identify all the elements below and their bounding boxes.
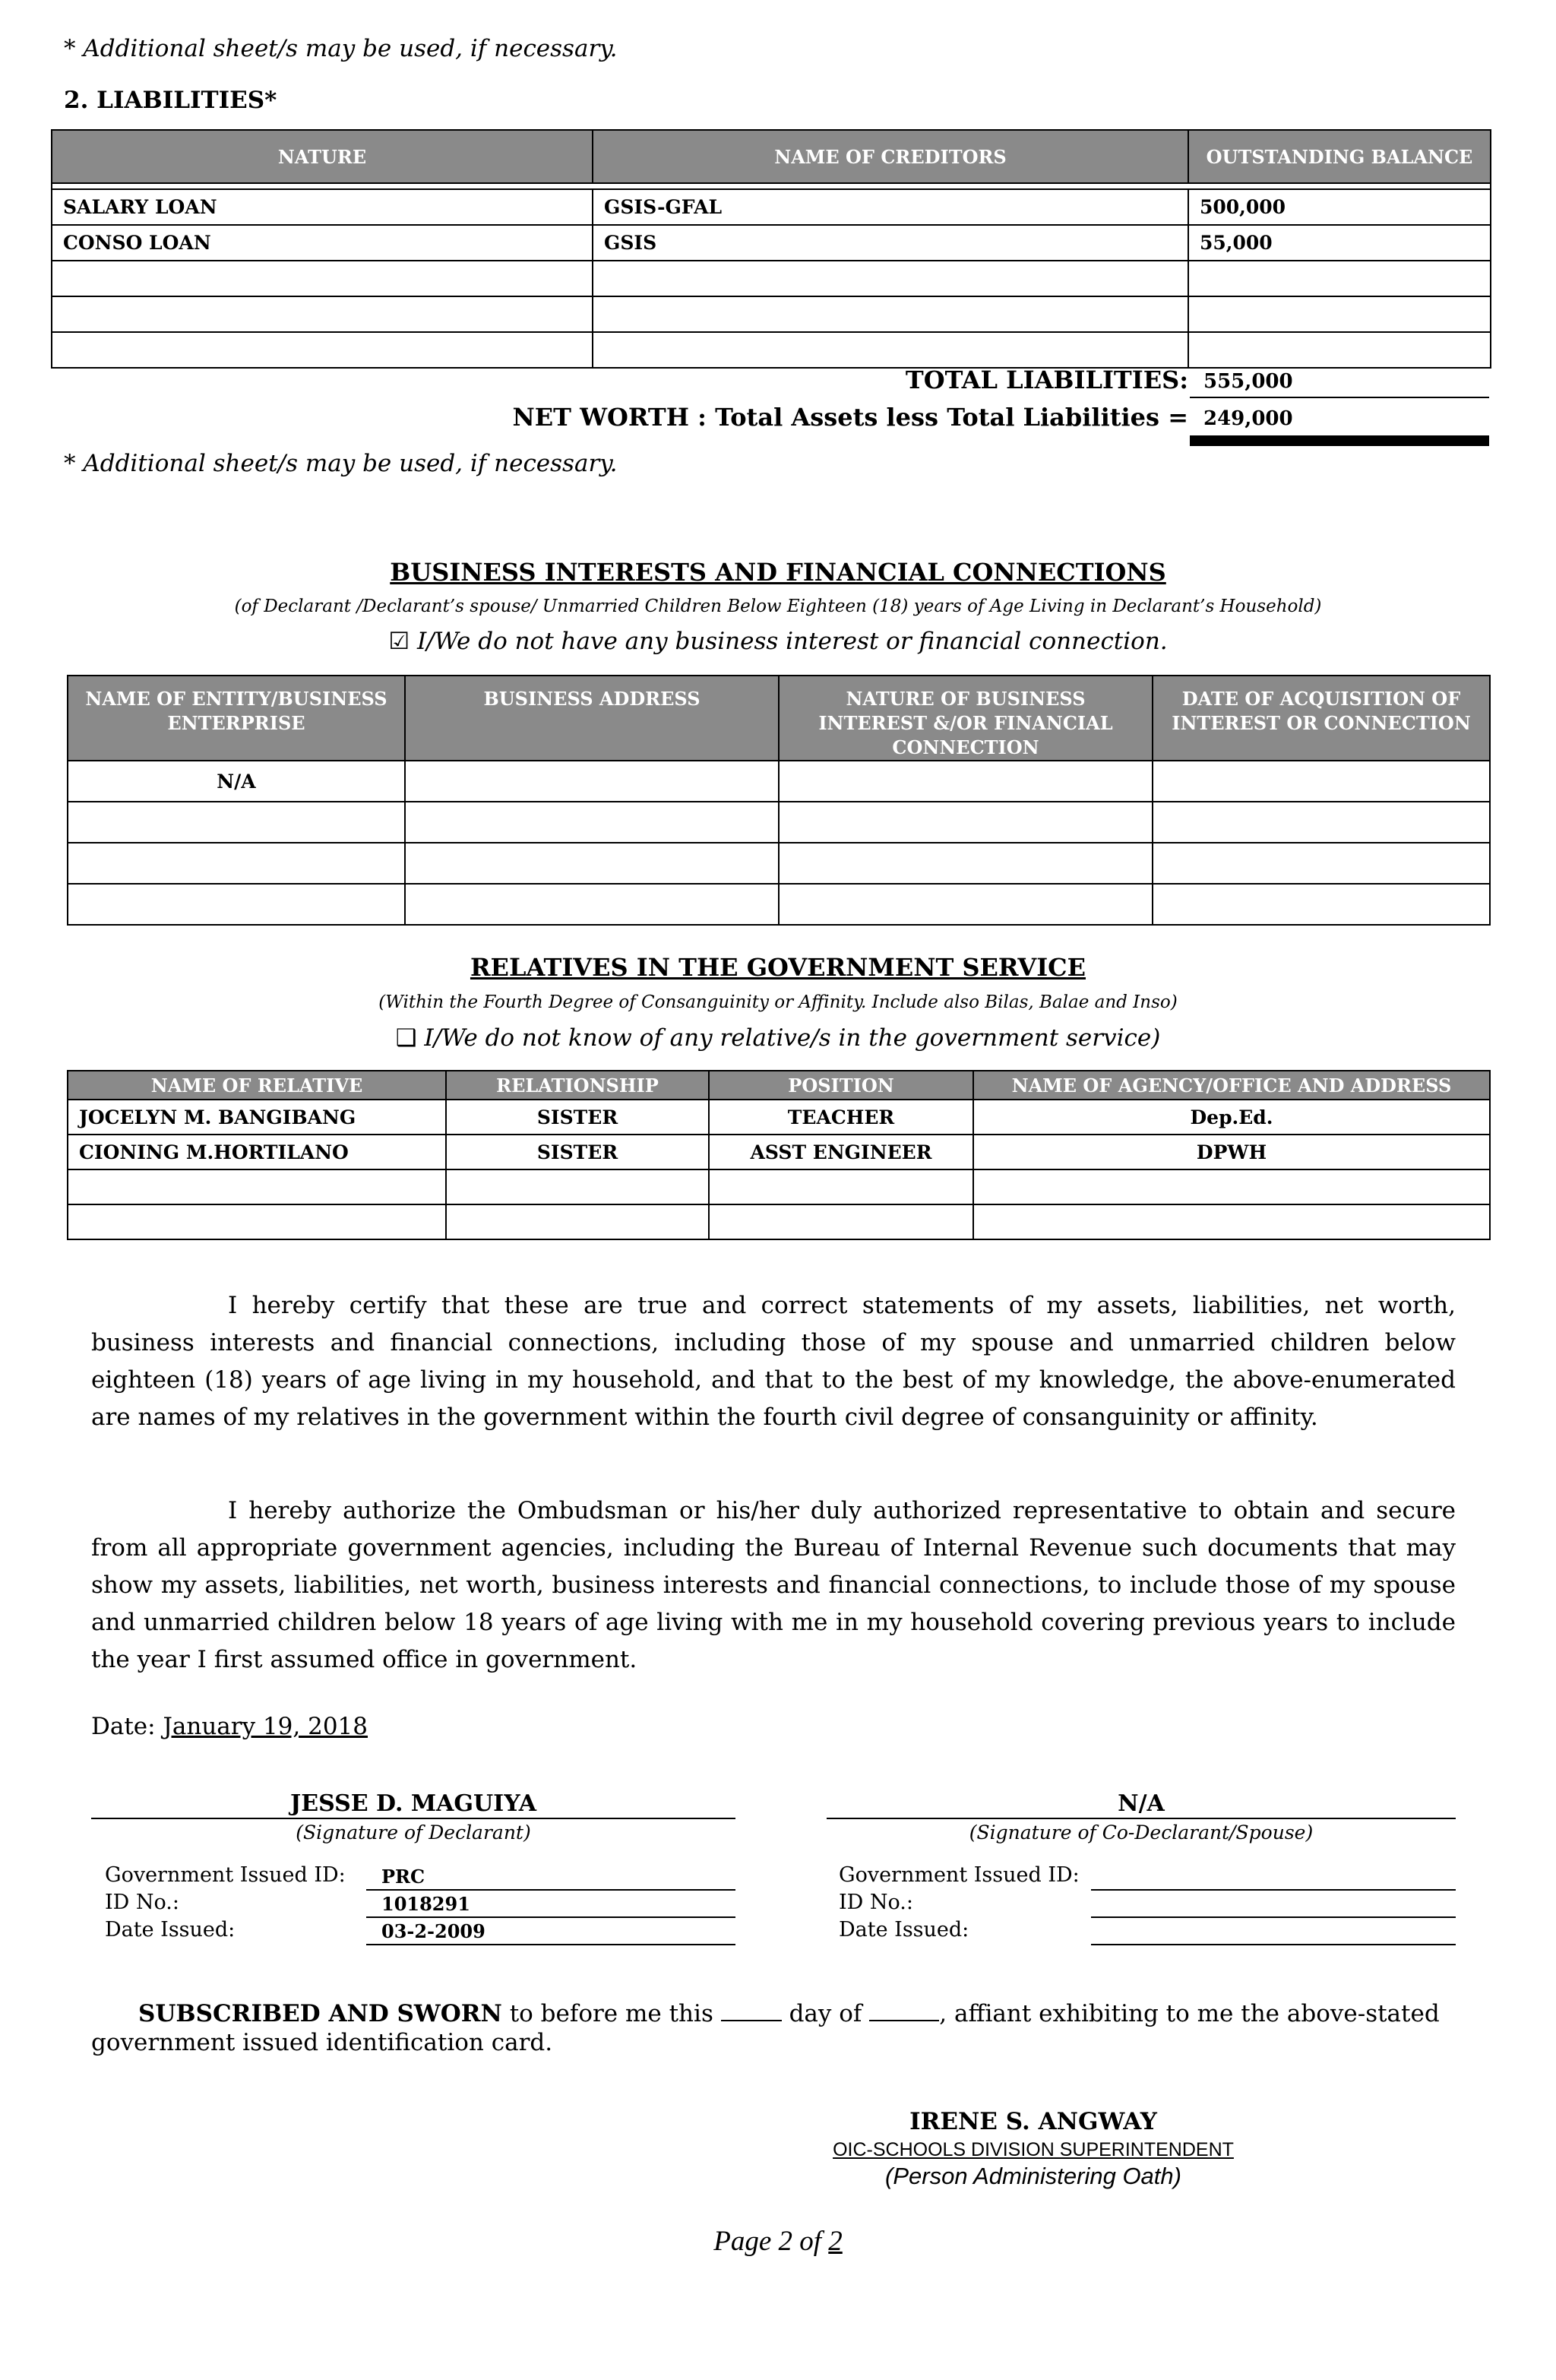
relative-position: ASST ENGINEER [709,1135,973,1169]
liabilities-col-creditors: NAME OF CREDITORS [593,130,1188,183]
table-row [68,843,1490,884]
declarant-id-label: Government Issued ID: [105,1863,346,1887]
relative-agency: Dep.Ed. [973,1100,1490,1135]
liability-balance: 55,000 [1188,225,1491,261]
page-number-total: 2 [828,2226,843,2257]
relative-name: JOCELYN M. BANGIBANG [68,1100,446,1135]
business-col-entity: NAME OF ENTITY/BUSINESS ENTERPRISE [68,676,405,761]
business-no-interest-statement [0,628,1556,655]
liability-nature: SALARY LOAN [52,189,593,225]
page-number-prefix: Page 2 of [713,2226,829,2257]
table-row [52,332,1491,368]
net-worth-value: 249,000 [1203,407,1293,430]
declarant-idno-value: 1018291 [381,1893,470,1915]
declarant-name: JESSE D. MAGUIYA [290,1790,536,1817]
relatives-col-name: NAME OF RELATIVE [68,1071,446,1100]
co-declarant-date-issued-line [1091,1944,1456,1945]
declarant-caption: (Signature of Declarant) [296,1821,531,1844]
table-row [68,1169,1490,1204]
relative-name: CIONING M.HORTILANO [68,1135,446,1169]
declarant-signature-line [91,1818,735,1819]
co-declarant-id-label: Government Issued ID: [839,1863,1080,1887]
co-declarant-signature-line [827,1818,1456,1819]
declarant-date-issued-line [366,1944,735,1945]
table-row [68,761,1490,802]
table-row [68,884,1490,925]
table-row [68,802,1490,843]
unchecked-checkbox-icon[interactable]: ❑ [395,1024,417,1052]
business-interests-table [67,675,1491,926]
sworn-day-blank[interactable] [721,2020,782,2021]
declarant-idno-line [366,1916,735,1918]
relatives-title: RELATIVES IN THE GOVERNMENT SERVICE [470,953,1086,982]
authorization-paragraph: I hereby authorize the Ombudsman or his/her duly authorized representative to obtain and secure from all appropriate government agencies, including the Bureau of Internal Revenue such documents that may show my assets, liabilities, net worth, business interests and financial connections, to include those of my spouse and unmarried children below 18 years of age living with me in my household covering previous years to include the year I first assumed office in government. [91,1497,1456,1673]
net-worth-double-rule [1190,435,1489,446]
relatives-table [67,1070,1491,1240]
relatives-col-position: POSITION [709,1071,973,1100]
table-row [68,1204,1490,1239]
table-row [68,1135,1490,1169]
officer-caption: (Person Administering Oath) [885,2163,1181,2189]
relatives-none-statement [0,1024,1556,1052]
business-col-nature: NATURE OF BUSINESS INTEREST &/OR FINANCIAL CONNECTION [779,676,1153,761]
sworn-text-a: to before me this [509,2000,713,2027]
date-label: Date: [91,1713,156,1740]
additional-sheet-note-top: * Additional sheet/s may be used, if necessary. [64,35,618,62]
sworn-text-b: day of [789,2000,862,2027]
declarant-date-issued-label: Date Issued: [105,1918,236,1942]
relatives-col-relationship: RELATIONSHIP [446,1071,709,1100]
liabilities-col-balance: OUTSTANDING BALANCE [1188,130,1491,183]
sworn-month-blank[interactable] [869,2020,939,2021]
total-liabilities-underline [1190,397,1489,398]
relative-position: TEACHER [709,1100,973,1135]
sworn-statement-line2: government issued identification card. [91,2029,553,2056]
certification-paragraph: I hereby certify that these are true and correct statements of my assets, liabilities, net worth, business interests and financial connections, including those of my spouse and unmarried children below eighteen (18) years of age living in my household, and that to the best of my knowledge, the above-enumerated are names of my relatives in the government within the fourth civil degree of consanguinity or affinity. [91,1292,1456,1431]
sworn-bold-text: SUBSCRIBED AND SWORN [138,2000,502,2027]
table-row [52,189,1491,225]
relative-relationship: SISTER [446,1135,709,1169]
additional-sheet-note-bottom: * Additional sheet/s may be used, if necessary. [64,450,618,477]
business-interests-title: BUSINESS INTERESTS AND FINANCIAL CONNECTIONS [390,558,1166,587]
declarant-id-line [366,1889,735,1891]
sworn-text-c: , affiant exhibiting to me the above-stated [939,2000,1440,2027]
liability-nature: CONSO LOAN [52,225,593,261]
table-row [52,296,1491,332]
date-line [91,1713,368,1740]
relatives-subtitle: (Within the Fourth Degree of Consanguinity or Affinity. Include also Bilas, Balae and Inso) [378,992,1178,1012]
officer-name: IRENE S. ANGWAY [909,2108,1157,2135]
declarant-date-issued-value: 03-2-2009 [381,1920,485,1942]
business-col-date: DATE OF ACQUISITION OF INTEREST OR CONNECTION [1153,676,1490,761]
declarant-idno-label: ID No.: [105,1891,179,1914]
co-declarant-id-line [1091,1889,1456,1891]
liability-balance: 500,000 [1188,189,1491,225]
declarant-id-value: PRC [381,1866,425,1888]
co-declarant-idno-line [1091,1916,1456,1918]
co-declarant-name: N/A [1118,1790,1165,1817]
liability-creditor: GSIS-GFAL [593,189,1188,225]
co-declarant-idno-label: ID No.: [839,1891,913,1914]
co-declarant-date-issued-label: Date Issued: [839,1918,969,1942]
sworn-statement-line1 [138,2000,1440,2027]
liability-creditor: GSIS [593,225,1188,261]
net-worth-label: NET WORTH : Total Assets less Total Liabilities = [512,403,1188,432]
business-col-address: BUSINESS ADDRESS [405,676,779,761]
total-liabilities-value: 555,000 [1203,370,1293,393]
liabilities-col-nature: NATURE [52,130,593,183]
liabilities-heading: 2. LIABILITIES* [64,87,277,114]
table-row [52,261,1491,296]
relative-relationship: SISTER [446,1100,709,1135]
relatives-col-agency: NAME OF AGENCY/OFFICE AND ADDRESS [973,1071,1490,1100]
relative-agency: DPWH [973,1135,1490,1169]
page-number [0,2225,1556,2258]
checked-checkbox-icon[interactable]: ☑ [388,628,410,655]
table-row [52,225,1491,261]
total-liabilities-label: TOTAL LIABILITIES: [905,366,1188,394]
business-interests-subtitle: (of Declarant /Declarant’s spouse/ Unmarried Children Below Eighteen (18) years of Age Living in Declarant’s Household) [234,597,1322,616]
officer-title: OIC-SCHOOLS DIVISION SUPERINTENDENT [833,2139,1234,2160]
business-no-interest-text: I/We do not have any business interest or financial connection. [417,628,1168,655]
date-value: January 19, 2018 [163,1713,368,1740]
table-row [68,1100,1490,1135]
relatives-none-text: I/We do not know of any relative/s in the government service) [424,1024,1161,1052]
co-declarant-caption: (Signature of Co-Declarant/Spouse) [969,1821,1314,1844]
liabilities-table [51,129,1491,369]
business-entity-value: N/A [68,761,405,802]
